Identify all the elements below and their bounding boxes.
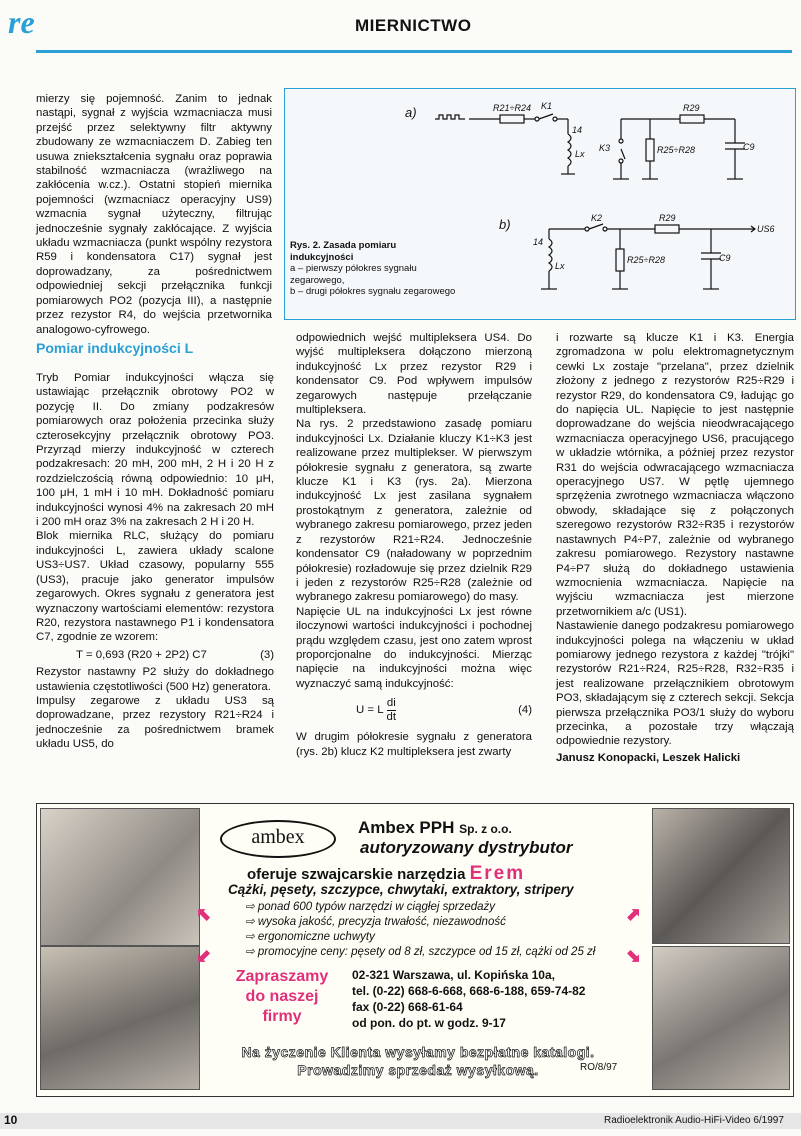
- catalog-notice: [228, 1043, 608, 1079]
- paragraph: mierzy się pojemność. Zanim to jednak nastąpi, sygnał z wyjścia wzmacniacza musi przejść przez selektywny filtr aktywny zbudowany ze wzmacniaczem D. Zabieg ten usuwa zniekształcenia sygnału oraz poprawia stabilność wzmacniacza (wrażliwego na zakłócenia w.cz.). Ostatni stopień miernika pojemności (wzmacniacz operacyjny US9) wzmacnia sygnał użyteczny, filtrując jednocześnie sygnały zakłócające. Z wyjścia układu wzmacniacza (punkt wspólny rezystora R59 i kondensatora C17) sygnał jest doprowadzany, za pośrednictwem odpowiedniej sekcji przełącznika funkcji pomiarowych PO2 (pozycja III), a następnie przez rezystor R4, do wejścia przetwornika analogowo-cyfrowego.: [36, 93, 272, 336]
- paragraph: Tryb Pomiar indukcyjności włącza się ustawiając przełącznik obrotowy PO2 w pozycję II. Do zmiany podzakresów pomiarowych oraz położenia przecinka służy czterosekcyjny przełącznik obrotowy PO3. Przyrząd mierzy indukcyjność w czterech podzakresach: 20 mH, 200 mH, 2 H i 20 H z rozdzielczością równą odpowiednio: 10 μH, 100 μH, 1 mH i 10 mH. Dokładność pomiaru indukcyjności wynosi 4% na zakresach 20 mH i 200 mH oraz 3% na zakresach 2 H i 20 H.: [36, 372, 274, 529]
- magazine-logo: re: [8, 4, 35, 40]
- formula-3: [76, 648, 274, 662]
- invitation: Zapraszamy do naszej firmy: [235, 968, 329, 1025]
- subheading: Pomiar indukcyjności L: [36, 340, 194, 356]
- ad-code: RO/8/97: [580, 1062, 618, 1073]
- product-photo-connector: [40, 946, 200, 1090]
- catalog-line-1: Na życzenie Klienta wysyłamy bezpłatne katalogi.: [241, 1044, 595, 1060]
- contact-info: [352, 967, 585, 1031]
- paragraph: i rozwarte są klucze K1 i K3. Energia zgromadzona w polu elektromagnetycznym cewki Lx zostaje "przelana", przez dzielnik złożony z jednego z rezystorów R25÷R29 i rezystor R29, do kondensatora C9, ładując go do napięcia UL. Napięcie to jest następnie doprowadzane do wejścia nieodwracającego wzmacniacza operacyjnego US6, pracującego w układzie wtórnika, a później przez rezystor R31 do wejścia odwracającego wzmacniacza operacyjnego US7. W pętlę ujemnego sprzężenia zwrotnego wzmacniacza włączono obwody, składające się z połączonych szeregowo rezystorów R32÷R35 i rezystorów nastawnych P4÷P7, zależnie od wybranego zakresu pomiarowego. Rezystory nastawne P4÷P7 służą do dokładnego ustawienia wzmocnienia wzmacniacza. Napięcie na wyjściu wzmacniacza jest mierzone przetwornikiem a/c (US1).: [556, 332, 794, 618]
- square-wave-icon: [435, 115, 465, 119]
- bullet-item: ⇨ promocyjne ceny: pęsety od 8 zł, szczypce od 15 zł, cążki od 25 zł: [245, 946, 596, 958]
- formula-text: T = 0,693 (R20 + 2P2) C7: [76, 648, 207, 661]
- label-us6: US6: [757, 224, 775, 234]
- label-k2: K2: [591, 213, 603, 223]
- telephone: tel. (0-22) 668-6-668, 668-6-188, 659-74-82: [352, 984, 586, 998]
- authors: Janusz Konopacki, Leszek Halicki: [556, 751, 741, 764]
- formula-number: (4): [518, 704, 532, 717]
- formula-denominator: dt: [386, 711, 397, 724]
- header-rule: [36, 50, 792, 53]
- fax: fax (0-22) 668-61-64: [352, 1000, 463, 1014]
- section-title: MIERNICTWO: [355, 16, 472, 35]
- paragraph: Rezystor nastawny P2 służy do dokładnego ustawienia częstotliwości (500 Hz) generatora.: [36, 666, 274, 693]
- label-lx-a: Lx: [575, 149, 585, 159]
- figure-label-a: a): [405, 105, 417, 120]
- arrow-icon: ⇨: [245, 901, 258, 913]
- product-photo-pliers: [652, 946, 790, 1090]
- article-column-2: [296, 331, 532, 759]
- inductor-lx-b: [549, 239, 552, 271]
- tools-list: Cążki, pęsety, szczypce, chwytaki, extraktory, stripery: [228, 882, 574, 897]
- bullet-item: ⇨ wysoka jakość, precyzja trwałość, niezawodność: [245, 916, 506, 928]
- arrow-up-right-icon: ⬈: [626, 904, 642, 924]
- caption-b: b – drugi półokres sygnału zegarowego: [290, 286, 456, 297]
- bullet-item: ⇨ ergonomiczne uchwyty: [245, 931, 375, 943]
- arrow-icon: ⇨: [245, 946, 258, 958]
- label-r25-a: R25÷R28: [657, 145, 695, 155]
- caption-a: a – pierwszy półokres sygnału zegarowego,: [290, 263, 417, 286]
- label-r29-a: R29: [683, 103, 700, 113]
- label-lx-b: Lx: [555, 261, 565, 271]
- offer-text: oferuje szwajcarskie narzędzia: [247, 866, 466, 883]
- arrow-icon: ⇨: [245, 931, 258, 943]
- paragraph: odpowiednich wejść multipleksera US4. Do wyjść multipleksera dołączono mierzoną indukcyjność Lx przez rezystor R29 i kondensator C9. Pod wpływem impulsów zegarowych następuje przełączanie multipleksera.: [296, 332, 532, 417]
- label-k3: K3: [599, 143, 611, 153]
- bullet-item: ⇨ ponad 600 typów narzędzi w ciągłej sprzedaży: [245, 901, 496, 913]
- paragraph: Napięcie UL na indukcyjności Lx jest równe iloczynowi wartości indukcyjności i pochodnej prądu względem czasu, jest ono zatem wprost proporcjonalne do indukcyjności. Mierząc napięcie na indukcyjności można więc wyznaczyć samą indukcyjność:: [296, 605, 532, 690]
- label-14-a: 14: [572, 125, 583, 135]
- journal-name: Radioelektronik Audio-HiFi-Video 6/1997: [604, 1115, 784, 1126]
- paragraph: Na rys. 2 przedstawiono zasadę pomiaru indukcyjności Lx. Działanie kluczy K1÷K3 jest realizowane przez multiplekser. W pierwszym półokresie sygnału z generatora, są zwarte klucze K1 i K3 (rys. 2a). Mierzona indukcyjność Lx jest zasilana sygnałem prostokątnym z generatora, zależnie od wybranego zakresu pomiarowego, przez jeden z rezystorów R21÷R24. Jednocześnie kondensator C9 (naładowany w poprzednim półokresie) rozładowuje się przez dzielnik R29 i jeden z rezystorów R25÷R28 (zależnie od wybranego zakresu pomiarowego) do masy.: [296, 418, 532, 604]
- address: 02-321 Warszawa, ul. Kopińska 10a,: [352, 968, 555, 982]
- page-number: 10: [4, 1113, 18, 1127]
- arrow-icon: ⇨: [245, 916, 258, 928]
- article-column-3: [556, 331, 794, 765]
- opening-hours: od pon. do pt. w godz. 9-17: [352, 1016, 506, 1030]
- label-c9-a: C9: [743, 142, 755, 152]
- product-photo-cables: [40, 808, 200, 946]
- product-photo-chips: [652, 808, 790, 944]
- inductor-lx-a: [568, 134, 571, 166]
- label-k1: K1: [541, 101, 553, 111]
- article-column-1-top: [36, 92, 272, 337]
- formula-lhs: U = L: [356, 704, 384, 717]
- catalog-line-2: Prowadzimy sprzedaż wysyłkową.: [297, 1062, 539, 1078]
- company-subtitle: autoryzowany dystrybutor: [360, 838, 573, 857]
- arrow-down-right-icon: ⬊: [626, 946, 642, 966]
- ad-bullets: [245, 900, 595, 960]
- label-14-b: 14: [533, 237, 544, 247]
- company-name: [358, 818, 512, 838]
- label-r29-b: R29: [659, 213, 676, 223]
- paragraph: Impulsy zegarowe z układu US3 są doprowadzane, przez rezystory R21÷R24 i jednocześnie za pośrednictwem bramek układu US5, do: [36, 694, 274, 751]
- company-suffix: Sp. z o.o.: [459, 822, 512, 836]
- figure-label-b: b): [499, 217, 511, 232]
- article-column-1: [36, 371, 274, 752]
- brand-name: Erem: [469, 863, 526, 884]
- arrow-up-left-icon: ⬉: [196, 904, 212, 924]
- label-r25-b: R25÷R28: [627, 255, 665, 265]
- ambex-logo: ambex: [220, 820, 336, 858]
- formula-4: [356, 697, 532, 724]
- paragraph: Blok miernika RLC, służący do pomiaru indukcyjności L, zawiera układy scalone US3÷US7. Układ czasowy, popularny 555 (US3), pracuje jako generator impulsów zegarowych. Okres sygnału z generatora jest wyznaczony wartościami elementów: rezystora R20, rezystora nastawnego P1 i kondensatora C7, zgodnie ze wzorem:: [36, 530, 274, 644]
- formula-number: (3): [260, 648, 274, 661]
- arrow-down-left-icon: ⬋: [196, 946, 212, 966]
- label-c9-b: C9: [719, 253, 731, 263]
- caption-title: Rys. 2. Zasada pomiaru indukcyjności: [290, 240, 397, 263]
- paragraph: Nastawienie danego podzakresu pomiarowego indukcyjności polega na włączeniu w układ pomiarowy jednego rezystora z każdej "trójki" rezystorów R21÷R24, R25÷R28, R32÷R35 i jest realizowane przełącznikiem obrotowym PO3, składającym się z czterech sekcji. Sekcja pierwsza przełącznika PO3/1 służy do wyboru przecinka, a pozostałe trzy włączają odpowiednie rezystory.: [556, 620, 794, 748]
- paragraph: W drugim półokresie sygnału z generatora (rys. 2b) klucz K2 multipleksera jest zwarty: [296, 731, 532, 758]
- label-r21: R21÷R24: [493, 103, 531, 113]
- formula-numerator: di: [386, 697, 396, 710]
- figure-caption: [290, 240, 460, 298]
- company-name-text: Ambex PPH: [358, 818, 455, 837]
